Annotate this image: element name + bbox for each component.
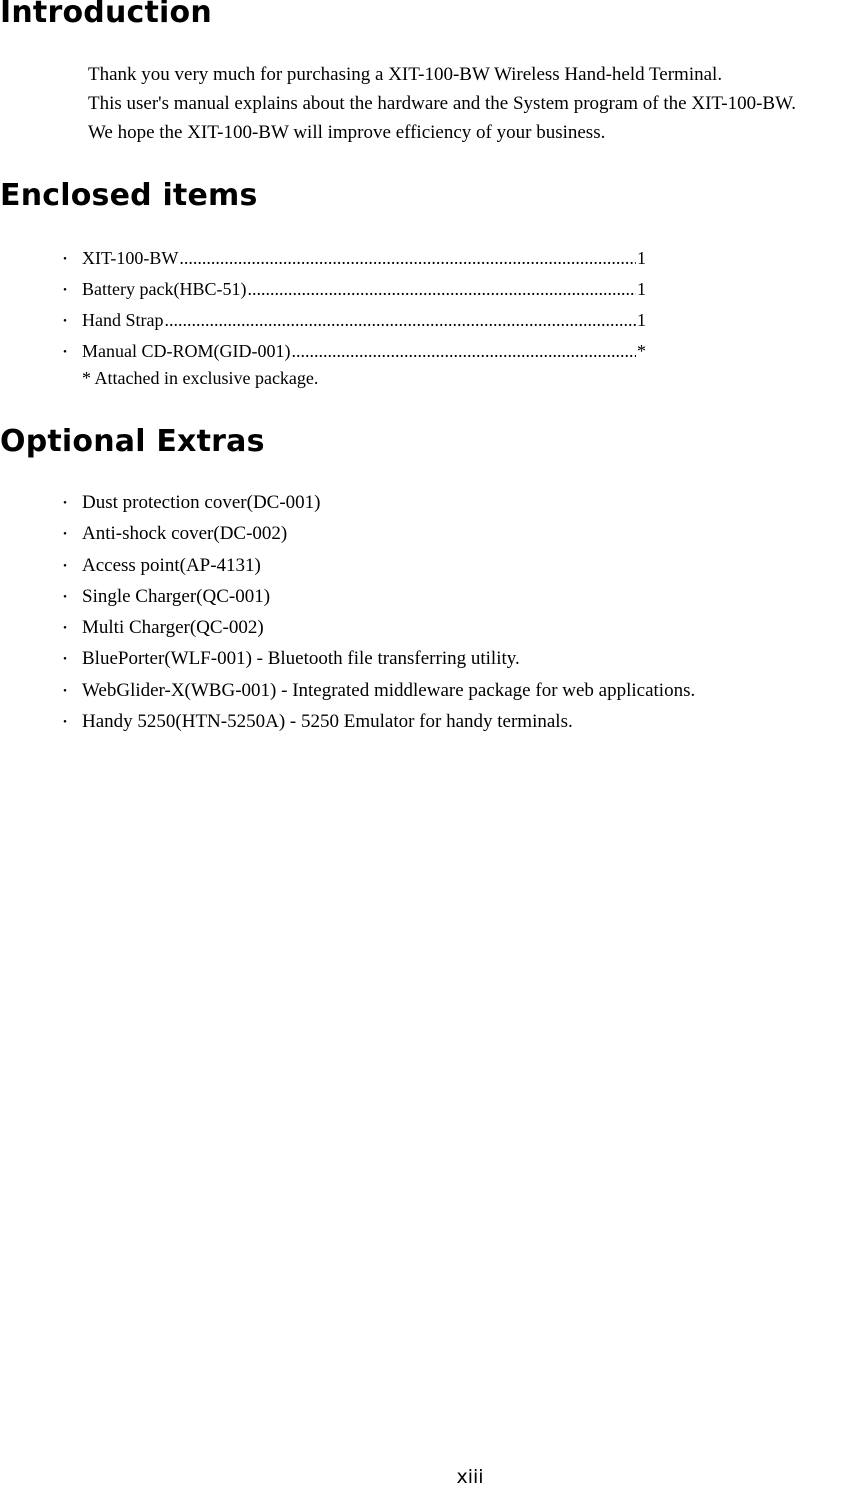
introduction-line: This user's manual explains about the hardware and the System program of the XIT-100-BW. [88,93,797,114]
dot-leader [247,274,636,305]
enclosed-item [58,305,646,336]
enclosed-item-quantity: 1 [637,248,646,268]
optional-item [58,550,695,581]
bullet: ・ [58,496,72,512]
bullet: ・ [58,314,72,330]
introduction-body [88,60,796,147]
optional-item [58,675,695,706]
enclosed-items-heading: Enclosed items [0,178,258,213]
bullet: ・ [58,652,72,669]
optional-item-label: Dust protection cover(DC-001) [82,492,321,513]
optional-item [58,581,695,612]
optional-extras-list [58,487,695,737]
enclosed-item-name: XIT-100-BW [82,248,179,268]
dot-leader [291,336,636,367]
enclosed-item [58,274,646,305]
optional-item-label: Anti-shock cover(DC-002) [82,523,288,545]
bullet: ・ [58,621,72,638]
dot-leader [164,305,636,336]
introduction-heading: Introduction [0,0,212,30]
enclosed-item [58,336,646,367]
bullet: ・ [58,683,72,700]
optional-item-label: Handy 5250(HTN-5250A) - 5250 Emulator for handy terminals. [82,711,573,733]
optional-item [58,487,695,518]
bullet: ・ [58,558,72,575]
enclosed-item-quantity: * [637,341,646,361]
enclosed-item-name: Battery pack(HBC-51) [82,279,247,299]
enclosed-item-name: Manual CD-ROM(GID-001) [82,341,291,361]
introduction-line: Thank you very much for purchasing a XIT-100-BW Wireless Hand-held Terminal. [88,64,723,85]
enclosed-note: * Attached in exclusive package. [82,368,319,388]
page-number: xiii [456,1466,484,1488]
enclosed-items-list [58,243,646,367]
enclosed-item [58,243,646,274]
bullet: ・ [58,527,72,544]
enclosed-item-name: Hand Strap [82,310,164,330]
bullet: ・ [58,252,72,268]
optional-item [58,612,695,643]
optional-item [58,518,695,549]
optional-item-label: BluePorter(WLF-001) - Bluetooth file transferring utility. [82,648,520,670]
bullet: ・ [58,345,72,361]
bullet: ・ [58,283,72,299]
optional-item-label: WebGlider-X(WBG-001) - Integrated middleware package for web applications. [82,679,696,701]
bullet: ・ [58,589,72,606]
optional-item-label: Access point(AP-4131) [82,554,261,576]
dot-leader [179,243,636,274]
enclosed-item-quantity: 1 [637,279,646,299]
enclosed-item-quantity: 1 [637,310,646,330]
optional-extras-heading: Optional Extras [0,424,265,459]
bullet: ・ [58,715,72,732]
optional-item [58,643,695,674]
optional-item-label: Multi Charger(QC-002) [82,617,264,639]
optional-item-label: Single Charger(QC-001) [82,585,271,607]
introduction-line: We hope the XIT-100-BW will improve efficiency of your business. [88,122,606,143]
optional-item [58,706,695,737]
